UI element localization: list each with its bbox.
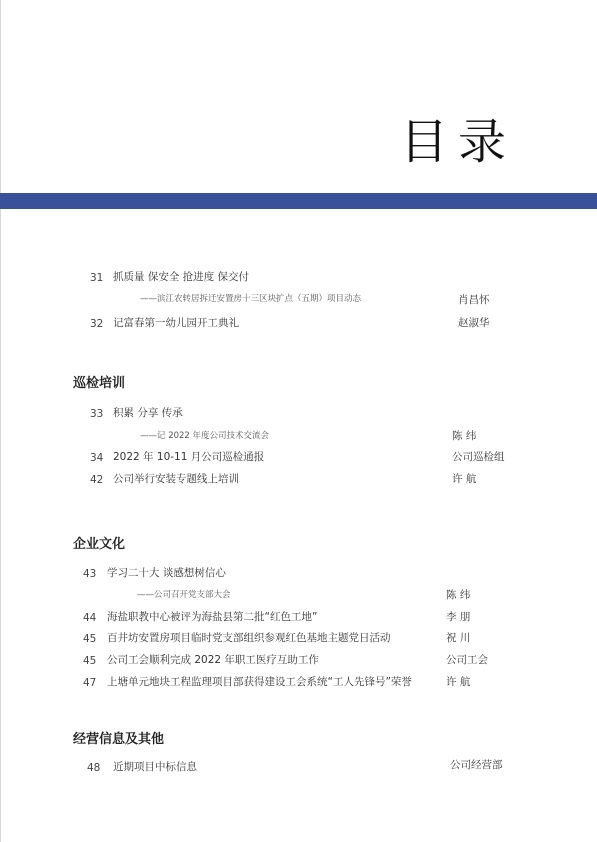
entry-subtitle: ——记 2022 年度公司技术交流会 [140, 431, 270, 441]
entry-author: 李 朋 [446, 611, 471, 623]
entry-page-number: 47 [83, 677, 97, 689]
entry-title: 抓质量 保安全 抢进度 保交付 [113, 271, 250, 283]
section-heading: 经营信息及其他 [73, 732, 165, 747]
page-edge [0, 0, 1, 842]
section-heading: 企业文化 [73, 537, 126, 552]
entry-page-number: 31 [90, 272, 104, 284]
entry-author: 陈 纬 [446, 589, 471, 601]
page-title: 目录 [400, 114, 517, 170]
entry-author: 公司经营部 [450, 759, 503, 771]
entry-page-number: 44 [83, 612, 97, 624]
entry-subtitle: ——滨江农转居拆迁安置房十三区块扩点（五期）项目动态 [140, 294, 362, 304]
entry-page-number: 32 [90, 318, 104, 330]
entry-title: 公司工会顺利完成 2022 年职工医疗互助工作 [107, 654, 319, 666]
entry-page-number: 42 [90, 474, 104, 486]
entry-author: 公司工会 [446, 654, 488, 666]
entry-author: 赵淑华 [458, 317, 490, 329]
entry-title: 上塘单元地块工程监理项目部获得建设工会系统“工人先锋号”荣誉 [107, 676, 412, 688]
entry-page-number: 34 [90, 452, 104, 464]
section-heading: 巡检培训 [73, 376, 126, 391]
entry-title: 记富春第一幼儿园开工典礼 [113, 317, 239, 329]
entry-author: 肖昌怀 [458, 294, 490, 306]
entry-page-number: 33 [90, 408, 104, 420]
entry-page-number: 43 [83, 568, 97, 580]
entry-title: 海盐职教中心被评为海盐县第二批“红色工地” [107, 611, 318, 623]
entry-author: 祝 川 [446, 632, 471, 644]
entry-page-number: 45 [83, 633, 97, 645]
entry-page-number: 48 [87, 762, 101, 774]
entry-author: 公司巡检组 [452, 451, 505, 463]
entry-title: 学习二十大 谈感想树信心 [107, 567, 226, 579]
header-accent-bar [0, 193, 597, 209]
entry-title: 百井坊安置房项目临时党支部组织参观红色基地主题党日活动 [107, 632, 391, 644]
entry-title: 近期项目中标信息 [113, 761, 197, 773]
entry-page-number: 45 [83, 655, 97, 667]
entry-title: 公司举行安装专题线上培训 [113, 473, 239, 485]
entry-title: 积累 分享 传承 [113, 407, 183, 419]
entry-title: 2022 年 10-11 月公司巡检通报 [113, 451, 265, 463]
entry-subtitle: ——公司召开党支部大会 [137, 590, 231, 600]
entry-author: 陈 纬 [452, 430, 477, 442]
entry-author: 许 航 [452, 473, 477, 485]
entry-author: 许 航 [446, 676, 471, 688]
